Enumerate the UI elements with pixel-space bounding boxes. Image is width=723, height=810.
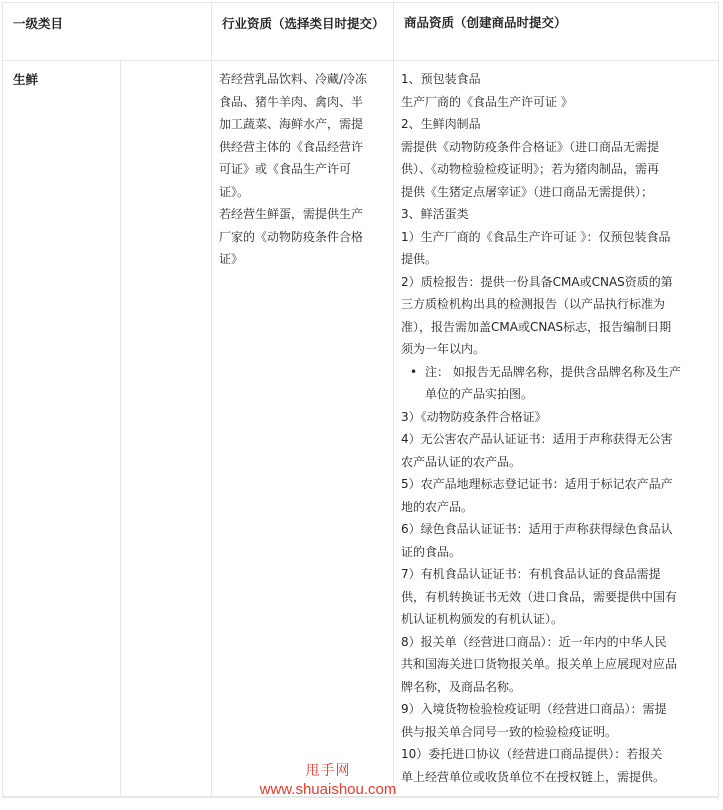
text-line: 1、预包装食品 <box>401 72 481 86</box>
watermark <box>248 760 408 800</box>
text-line: 9）入境货物检验检疫证明（经营进口商品）：需提 <box>401 702 667 716</box>
text-line: 证》 <box>219 252 244 266</box>
text-line: 生产厂商的《食品生产许可证 》 <box>401 94 573 109</box>
text-line: 可证》或《食品生产许可 <box>219 162 352 176</box>
text-line: 食品、猪牛羊肉、禽肉、半 <box>219 94 364 109</box>
text-line: 须为一年以内。 <box>401 342 486 356</box>
text-line: 单上经营单位或收货单位不在授权链上，需提供。 <box>401 769 666 784</box>
bullet-note <box>401 361 712 406</box>
bullet-line <box>401 383 712 406</box>
watermark-url: www.shuaishou.com <box>259 781 397 798</box>
text-line: 提供。 <box>401 252 438 266</box>
industry-qualification-cell <box>212 61 394 797</box>
text-line: 7）有机食品认证证书：有机食品认证的食品需提 <box>401 567 661 581</box>
watermark-brand: 甩手网 <box>305 762 351 778</box>
table-row <box>3 61 719 797</box>
product-qualification-text-continued <box>401 406 712 789</box>
text-line: 供，有机转换证书无效（进口食品，需要提供中国有 <box>401 589 678 604</box>
header-category: 一级类目 <box>3 3 212 61</box>
bullet-dot-icon: • <box>410 364 418 379</box>
text-line: 6）绿色食品认证证书：适用于声称获得绿色食品认 <box>401 522 673 536</box>
text-line: 证》。 <box>219 184 250 199</box>
text-line: 供经营主体的《食品经营许 <box>219 139 364 154</box>
text-line: 证的食品。 <box>401 544 462 559</box>
text-line: 农产品认证的农产品。 <box>401 454 522 469</box>
text-line: 准），报告需加盖CMA或CNAS标志，报告编制日期 <box>401 319 672 334</box>
product-qualification-text <box>401 68 712 361</box>
table-header-row <box>3 3 719 61</box>
header-industry-qualification: 行业资质（选择类目时提交） <box>212 3 394 61</box>
text-line: 共和国海关进口货物报关单。报关单上应展现对应品 <box>401 657 678 671</box>
text-line: 需提供《动物防疫条件合格证》（进口商品无需提 <box>401 139 660 154</box>
bullet-text: 注： 如报告无品牌名称，提供含品牌名称及生产 <box>425 364 681 379</box>
qualification-table <box>2 2 719 797</box>
product-qualification-cell <box>394 61 719 797</box>
text-line: 1）生产厂商的《食品生产许可证 》：仅预包装食品 <box>401 229 671 244</box>
text-line: 若经营乳品饮料、冷藏/冷冻 <box>219 72 368 86</box>
industry-qualification-text <box>219 68 387 271</box>
text-line: 5）农产品地理标志登记证书：适用于标记农产品产 <box>401 477 673 491</box>
text-line: 机认证机构颁发的有机认证）。 <box>401 612 564 626</box>
text-line: 3、鲜活蛋类 <box>401 207 469 221</box>
text-line: 4）无公害农产品认证证书：适用于声称获得无公害 <box>401 432 673 446</box>
text-line: 2、生鲜肉制品 <box>401 117 481 131</box>
bullet-text: 单位的产品实拍图。 <box>425 387 534 401</box>
text-line: 10）委托进口协议（经营进口商品提供）：若报关 <box>401 747 663 761</box>
text-line: 厂家的《动物防疫条件合格 <box>219 229 364 244</box>
text-line: 牌名称，及商品名称。 <box>401 679 522 694</box>
text-line: 2）质检报告：提供一份具备CMA或CNAS资质的第 <box>401 274 673 289</box>
text-line: 提供《生猪定点屠宰证》（进口商品无需提供）； <box>401 184 654 199</box>
text-line: 地的农产品。 <box>401 499 474 514</box>
text-line: 8）报关单（经营进口商品）：近一年内的中华人民 <box>401 634 667 649</box>
text-line: 若经营生鲜蛋，需提供生产 <box>219 207 364 221</box>
text-line: 3）《动物防疫条件合格证》 <box>401 409 547 424</box>
header-product-qualification: 商品资质（创建商品时提交） <box>394 3 719 61</box>
category-cell: 生鲜 <box>3 61 121 797</box>
text-line: 加工蔬菜、海鲜水产，需提 <box>219 117 364 131</box>
bullet-line <box>401 361 712 384</box>
text-line: 供与报关单合同号一致的检验检疫证明。 <box>401 724 618 739</box>
text-line: 三方质检机构出具的检测报告（以产品执行标准为 <box>401 297 666 311</box>
empty-cell <box>121 61 212 797</box>
text-line: 供）、《动物检验检疫证明》；若为猪肉制品，需再 <box>401 162 660 176</box>
